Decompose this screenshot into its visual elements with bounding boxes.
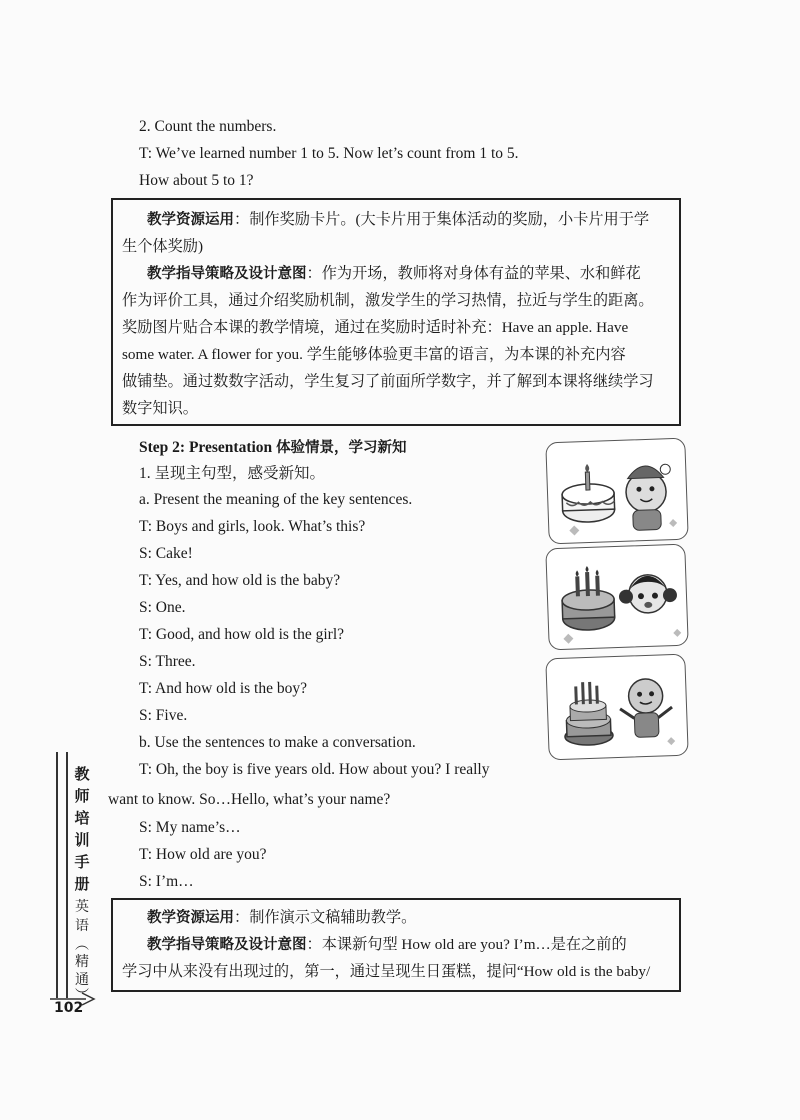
box1-strategy-line4: some water. A flower for you. 学生能够体验更丰富的语言，为本课的补充内容 <box>122 346 626 363</box>
step2-line: a. Present the meaning of the key sentences. <box>139 491 413 508</box>
box1-resource-line: 教学资源运用：制作奖励卡片。(大卡片用于集体活动的奖励，小卡片用于学 <box>147 211 650 228</box>
step2-line: T: Good, and how old is the girl? <box>139 626 345 643</box>
sidebar-char: ︵ <box>75 937 89 953</box>
step2-line: T: And how old is the boy? <box>139 680 307 697</box>
how-about-line: How about 5 to 1? <box>139 172 254 189</box>
baby-birthday-cake-image <box>545 438 688 545</box>
strategy-label: 教学指导策略及设计意图 <box>147 266 307 282</box>
sidebar-char: 册 <box>74 875 90 893</box>
box1-strategy-line5: 做铺垫。通过数数字活动，学生复习了前面所学数字，并了解到本课将继续学习 <box>122 373 654 390</box>
sidebar-char: 教 <box>74 765 90 783</box>
sidebar-char: 英 <box>75 899 89 915</box>
sidebar-rule <box>66 752 68 998</box>
page-number: 102 <box>54 1000 84 1016</box>
box2-resource-line: 教学资源运用：制作演示文稿辅助教学。 <box>147 909 417 926</box>
step2-line: b. Use the sentences to make a conversation. <box>139 734 416 751</box>
step2-line: S: Five. <box>139 707 188 724</box>
strategy-label: 教学指导策略及设计意图 <box>147 937 307 953</box>
book-title-sidebar <box>50 752 90 1010</box>
teacher-line: T: We’ve learned number 1 to 5. Now let’s count from 1 to 5. <box>139 145 519 162</box>
step2-line: T: How old are you? <box>139 846 267 863</box>
girl-birthday-cake-image <box>545 544 688 651</box>
sidebar-rule <box>56 752 58 998</box>
count-numbers-item: 2. Count the numbers. <box>139 118 277 135</box>
sidebar-char: 培 <box>74 809 90 827</box>
boy-birthday-cake-image <box>545 654 688 761</box>
resource-label: 教学资源运用 <box>147 212 234 228</box>
step2-line: T: Boys and girls, look. What’s this? <box>139 518 366 535</box>
sidebar-char: 师 <box>74 787 90 805</box>
sidebar-char: 语 <box>75 918 89 934</box>
sidebar-char: ︶ <box>75 988 89 1004</box>
sidebar-char: 通 <box>75 972 89 988</box>
step2-line: S: I’m… <box>139 873 194 890</box>
box1-strategy-line6: 数字知识。 <box>122 400 198 417</box>
box1-resource-line2: 生个体奖励) <box>122 238 203 255</box>
box2-strategy-line1: 教学指导策略及设计意图：本课新句型 How old are you? I’m…是在之前的 <box>147 936 627 953</box>
box1-strategy-line1: 教学指导策略及设计意图：作为开场，教师将对身体有益的苹果、水和鲜花 <box>147 265 641 282</box>
step2-line: S: Cake! <box>139 545 193 562</box>
sidebar-char: 手 <box>74 853 90 871</box>
box2-strategy-line2: 学习中从来没有出现过的，第一，通过呈现生日蛋糕，提问“How old is the baby/ <box>122 963 651 980</box>
box1-strategy-line3: 奖励图片贴合本课的教学情境，通过在奖励时适时补充：Have an apple. Have <box>122 319 629 336</box>
step2-wrap-line: want to know. So…Hello, what’s your name? <box>108 791 391 808</box>
step2-line: T: Oh, the boy is five years old. How about you? I really <box>139 761 490 778</box>
step2-line: S: One. <box>139 599 186 616</box>
step2-line: 1. 呈现主句型，感受新知。 <box>139 465 326 482</box>
step2-line: S: My name’s… <box>139 819 241 836</box>
step2-heading: Step 2: Presentation 体验情景，学习新知 <box>139 439 407 456</box>
step2-line: T: Yes, and how old is the baby? <box>139 572 341 589</box>
resource-label: 教学资源运用 <box>147 910 234 926</box>
teaching-note-box-2 <box>111 898 681 992</box>
step2-line: S: Three. <box>139 653 196 670</box>
box1-strategy-line2: 作为评价工具，通过介绍奖励机制，激发学生的学习热情，拉近与学生的距离。 <box>122 292 654 309</box>
sidebar-char: 精 <box>75 954 89 970</box>
sidebar-char: 训 <box>74 831 90 849</box>
teaching-note-box-1 <box>111 198 681 426</box>
